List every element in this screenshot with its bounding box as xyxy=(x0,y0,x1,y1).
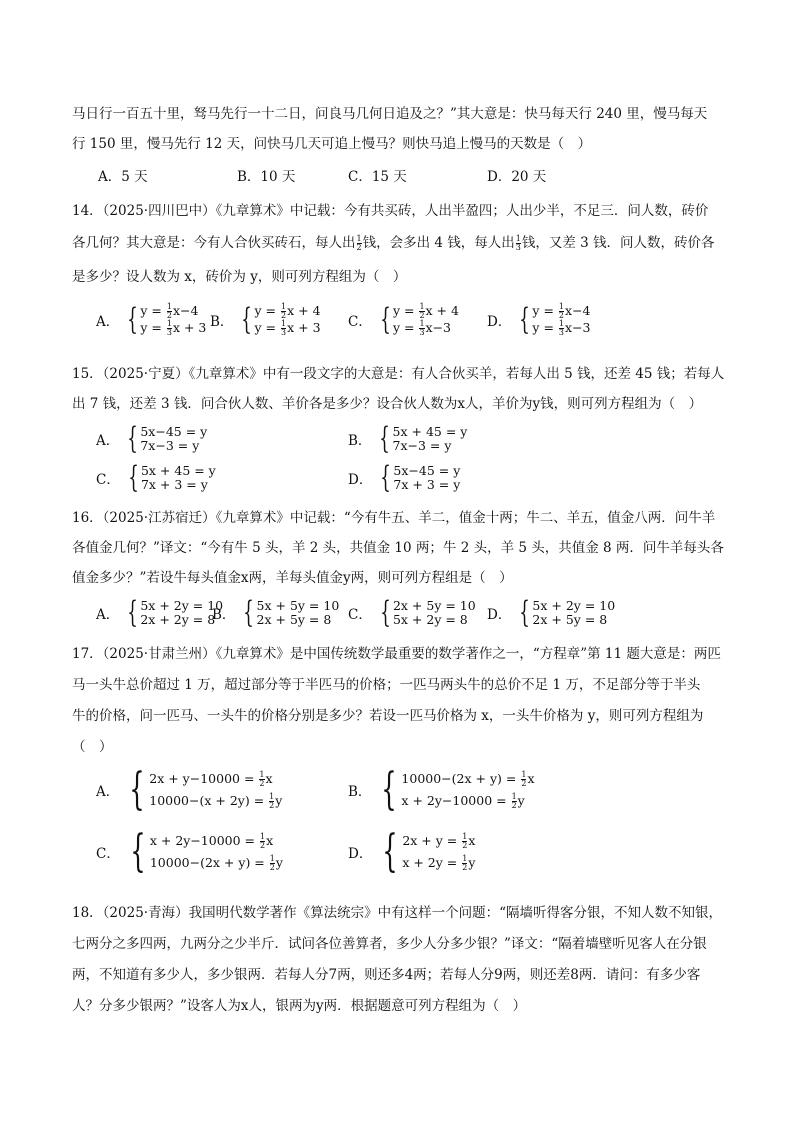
q13-option-a[interactable]: A．5 天 xyxy=(98,169,148,185)
equation: 2x + y−10000 = $\frac{1}{2}$ x xyxy=(149,770,273,788)
option-label: A． xyxy=(96,433,120,449)
equation: x + 2y−10000 = $\frac{1}{2}$ y xyxy=(401,792,525,810)
q13-option-c[interactable]: C．15 天 xyxy=(348,169,407,185)
q16-text-line-1: 16．（2025·江苏宿迁）《九章算术》中记载：“今有牛五、羊二，值金十两；牛二、羊五，值金八两．问牛羊 xyxy=(72,510,716,526)
q14-option-c[interactable]: C． { y = $\frac{1}{2}$ x + 4 y = $\frac{1}{3}$ x−3 xyxy=(348,302,459,337)
option-label: C． xyxy=(348,607,372,623)
option-label: D． xyxy=(348,472,373,488)
q14-text-part-c: 钱，又差 3 钱．问人数，砖价各 xyxy=(521,235,715,251)
q16-text-line-3: 值金多少？”若设牛每头值金x两，羊每头值金y两，则可列方程组是（ ） xyxy=(72,570,513,586)
q17-text-line-4: （ ） xyxy=(72,739,113,755)
q15-text-line-1: 15．（2025·宁夏）《九章算术》中有一段文字的大意是：有人合伙买羊，若每人出 5 钱，还差 45 钱；若每人 xyxy=(72,366,725,382)
equation: y = $\frac{1}{2}$ x−4 xyxy=(532,302,591,320)
equation: 10000−(x + 2y) = $\frac{1}{2}$ y xyxy=(149,792,283,810)
equation: 5x + 5y = 10 xyxy=(256,598,340,613)
q18-text-line-2: 七两分之多四两，九两分之少半斤．试问各位善算者，多少人分多少银？”译文：“隔着墙壁听见客人在分银 xyxy=(72,936,707,952)
q16-text-line-2: 各值金几何？”译文：“今有牛 5 头，羊 2 头，共值金 10 两；牛 2 头，羊 5 头，共值金 8 两．问牛羊每头各 xyxy=(72,540,724,556)
equation: 5x + 2y = 8 xyxy=(392,612,468,627)
q15-option-b[interactable]: B． { 5x + 45 = y 7x−3 = y xyxy=(348,421,468,456)
q15-option-a[interactable]: A． { 5x−45 = y 7x−3 = y xyxy=(96,421,208,456)
option-label: B． xyxy=(348,433,372,449)
equation: 5x + 2y = 10 xyxy=(140,598,224,613)
q17-text-line-1: 17．（2025·甘肃兰州）《九章算术》是中国传统数学最重要的数学著作之一，“方程章”第 11 题大意是：两匹 xyxy=(72,646,721,662)
q14-option-b[interactable]: B． { y = $\frac{1}{2}$ x + 4 y = $\frac{1}{3}$ x + 3 xyxy=(210,302,321,337)
equation: y = $\frac{1}{3}$ x + 3 xyxy=(140,319,207,337)
equation: y = $\frac{1}{2}$ x−4 xyxy=(140,302,199,320)
option-label: B． xyxy=(348,784,372,800)
equation: y = $\frac{1}{3}$ x + 3 xyxy=(254,319,321,337)
q17-option-d[interactable]: D． { 2x + y = $\frac{1}{2}$ x x + 2y = $\frac{1}{2}$ y xyxy=(348,826,476,877)
equation: 10000−(2x + y) = $\frac{1}{2}$ y xyxy=(149,854,283,872)
q13-text-line-2: 行 150 里，慢马先行 12 天，问快马几天可追上慢马？则快马追上慢马的天数是（ ） xyxy=(72,136,592,152)
option-label: A． xyxy=(96,607,120,623)
equation: y = $\frac{1}{2}$ x + 4 xyxy=(254,302,321,320)
q15-option-d[interactable]: D． { 5x−45 = y 7x + 3 = y xyxy=(348,460,461,495)
equation: y = $\frac{1}{3}$ x−3 xyxy=(392,319,452,337)
equation: 5x−45 = y xyxy=(393,463,461,478)
q15-text-line-2: 出 7 钱，还差 3 钱．问合伙人数、羊价各是多少？设合伙人数为x人，羊价为y钱，则可列方程组为（ ） xyxy=(72,396,703,412)
q18-text-line-3: 两，不知道有多少人，多少银两．若每人分7两，则还多4两；若每人分9两，则还差8两．请问：有多少客 xyxy=(72,967,701,983)
equation: 7x + 3 = y xyxy=(140,477,208,492)
option-label: A． xyxy=(96,314,120,330)
q13-option-b[interactable]: B．10 天 xyxy=(237,169,296,185)
equation: x + 2y−10000 = $\frac{1}{2}$ x xyxy=(149,832,274,850)
equation: 5x + 2y = 10 xyxy=(532,598,616,613)
q18-text-line-1: 18．（2025·青海）我国明代数学著作《算法统宗》中有这样一个问题：“隔墙听得客分银，不知人数不知银， xyxy=(72,905,722,921)
option-label: D． xyxy=(348,846,373,862)
equation: 2x + 5y = 8 xyxy=(532,612,608,627)
equation: 2x + 2y = 8 xyxy=(140,612,216,627)
option-label: A． xyxy=(96,784,120,800)
q17-option-a[interactable]: A． { 2x + y−10000 = $\frac{1}{2}$ x 10000−(x + 2y) = $\frac{1}{2}$ y xyxy=(96,764,283,815)
q13-option-d[interactable]: D．20 天 xyxy=(487,169,547,185)
equation: 5x−45 = y xyxy=(140,424,208,439)
equation: 2x + y = $\frac{1}{2}$ x xyxy=(402,832,476,850)
q14-fraction-third: $\frac{1}{3}$ xyxy=(515,234,521,252)
q16-option-c[interactable]: C． { 2x + 5y = 10 5x + 2y = 8 xyxy=(348,595,476,630)
equation: 5x + 45 = y xyxy=(140,463,216,478)
equation: 2x + 5y = 8 xyxy=(256,612,332,627)
q17-option-c[interactable]: C． { x + 2y−10000 = $\frac{1}{2}$ x 10000−(2x + y) = $\frac{1}{2}$ y xyxy=(96,826,283,877)
option-label: D． xyxy=(487,314,512,330)
equation: 7x−3 = y xyxy=(140,438,200,453)
q14-option-a[interactable]: A． { y = $\frac{1}{2}$ x−4 y = $\frac{1}{3}$ x + 3 xyxy=(96,302,207,337)
equation: 2x + 5y = 10 xyxy=(392,598,476,613)
q14-text-line-2 xyxy=(72,233,722,253)
q17-text-line-2: 马一头牛总价超过 1 万，超过部分等于半匹马的价格；一匹马两头牛的总价不足 1 万，不足部分等于半头 xyxy=(72,677,701,693)
q16-option-a[interactable]: A． { 5x + 2y = 10 2x + 2y = 8 xyxy=(96,595,224,630)
equation: 10000−(2x + y) = $\frac{1}{2}$ x xyxy=(401,770,535,788)
equation: 7x + 3 = y xyxy=(393,477,461,492)
q13-text-line-1: 马日行一百五十里，驽马先行一十二日，问良马几何日追及之？”其大意是：快马每天行 240 里，慢马每天 xyxy=(72,106,708,122)
option-label: D． xyxy=(487,607,512,623)
q18-text-line-4: 人？分多少银两？”设客人为x人，银两为y两．根据题意可列方程组为（ ） xyxy=(72,998,527,1014)
q17-option-b[interactable]: B． { 10000−(2x + y) = $\frac{1}{2}$ x x + 2y−10000 = $\frac{1}{2}$ y xyxy=(348,764,535,815)
option-label: C． xyxy=(96,472,120,488)
q16-option-b[interactable]: B． { 5x + 5y = 10 2x + 5y = 8 xyxy=(212,595,340,630)
q14-fraction-half: $\frac{1}{2}$ xyxy=(356,234,362,252)
option-label: C． xyxy=(96,846,120,862)
equation: y = $\frac{1}{3}$ x−3 xyxy=(532,319,591,337)
equation: 7x−3 = y xyxy=(392,438,452,453)
q17-text-line-3: 牛的价格，问一匹马、一头牛的价格分别是多少？若设一匹马价格为 x，一头牛价格为 y，则可列方程组为 xyxy=(72,708,704,724)
q14-text-line-1: 14．（2025·四川巴中）《九章算术》中记载：今有共买砖，人出半盈四；人出少半，不足三．问人数，砖价 xyxy=(72,203,709,219)
equation: y = $\frac{1}{2}$ x + 4 xyxy=(392,302,459,320)
q14-text-part-b: 钱，会多出 4 钱，每人出 xyxy=(362,235,515,251)
q14-option-d[interactable]: D． { y = $\frac{1}{2}$ x−4 y = $\frac{1}{3}$ x−3 xyxy=(487,302,591,337)
option-label: C． xyxy=(348,314,372,330)
equation: x + 2y = $\frac{1}{2}$ y xyxy=(402,854,476,872)
q14-text-line-3: 是多少？设人数为 x，砖价为 y，则可列方程组为（ ） xyxy=(72,269,407,285)
option-label: B． xyxy=(212,607,236,623)
equation: 5x + 45 = y xyxy=(392,424,468,439)
q16-option-d[interactable]: D． { 5x + 2y = 10 2x + 5y = 8 xyxy=(487,595,616,630)
q15-option-c[interactable]: C． { 5x + 45 = y 7x + 3 = y xyxy=(96,460,216,495)
q14-text-part-a: 各几何？其大意是：今有人合伙买砖石，每人出 xyxy=(72,235,356,251)
option-label: B． xyxy=(210,314,234,330)
